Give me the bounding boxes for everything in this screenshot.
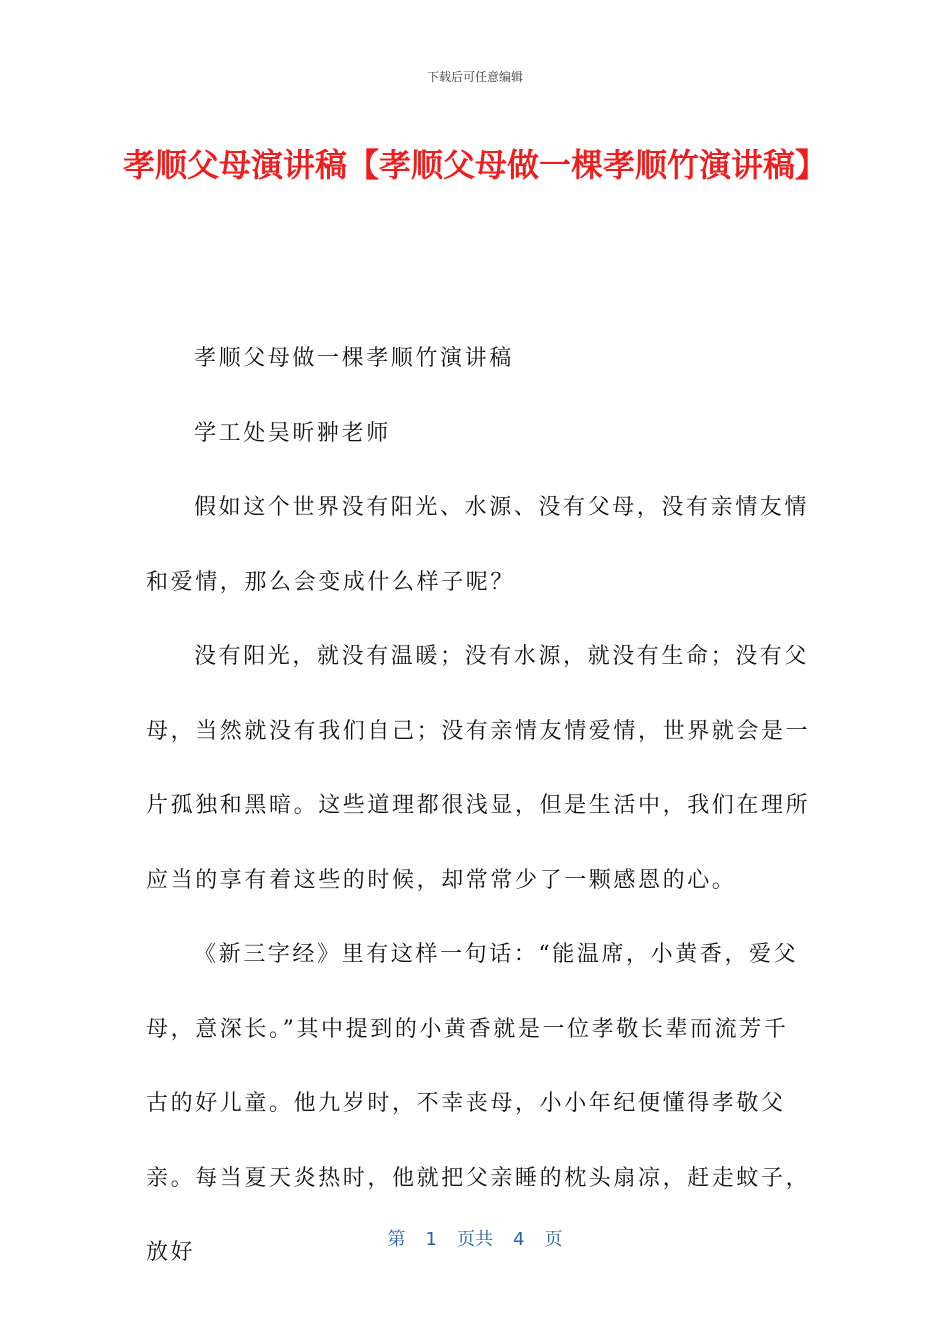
footer-page-mid: 页共 [457,1229,493,1250]
header-note: 下载后可任意编辑 [426,70,523,84]
body-paragraph: 没有阳光，就没有温暖；没有水源，就没有生命；没有父母，当然就没有我们自己；没有亲情友情爱情，世界就会是一片孤独和黑暗。这些道理都很浅显，但是生活中，我们在理所应当的享有着这些的时候，却常常少了一颗感恩的心。 [146,644,811,893]
footer-page-label: 第 [387,1229,406,1250]
document-title: 孝顺父母演讲稿【孝顺父母做一棵孝顺竹演讲稿】 [122,146,827,184]
body-paragraph-subtitle: 孝顺父母做一棵孝顺竹演讲稿 [194,346,514,371]
footer-page-end: 页 [544,1229,563,1250]
footer-page-number: 1 [425,1229,437,1250]
body-paragraph: 假如这个世界没有阳光、水源、没有父母，没有亲情友情和爱情，那么会变成什么样子呢？ [146,495,810,595]
body-paragraph-author: 学工处吴昕翀老师 [194,420,391,446]
footer-total-pages: 4 [513,1229,525,1250]
page-footer [0,1225,950,1251]
body-paragraph: 《新三字经》里有这样一句话：“能温席，小黄香，爱父母，意深长。”其中提到的小黄香就是一位孝敬长辈而流芳千古的好儿童。他九岁时，不幸丧母，小小年纪便懂得孝敬父亲。每当夏天炎热时，他就把父亲睡的枕头扇凉，赶走蚊子，放好 [146,942,811,1265]
document-body [146,322,811,1291]
